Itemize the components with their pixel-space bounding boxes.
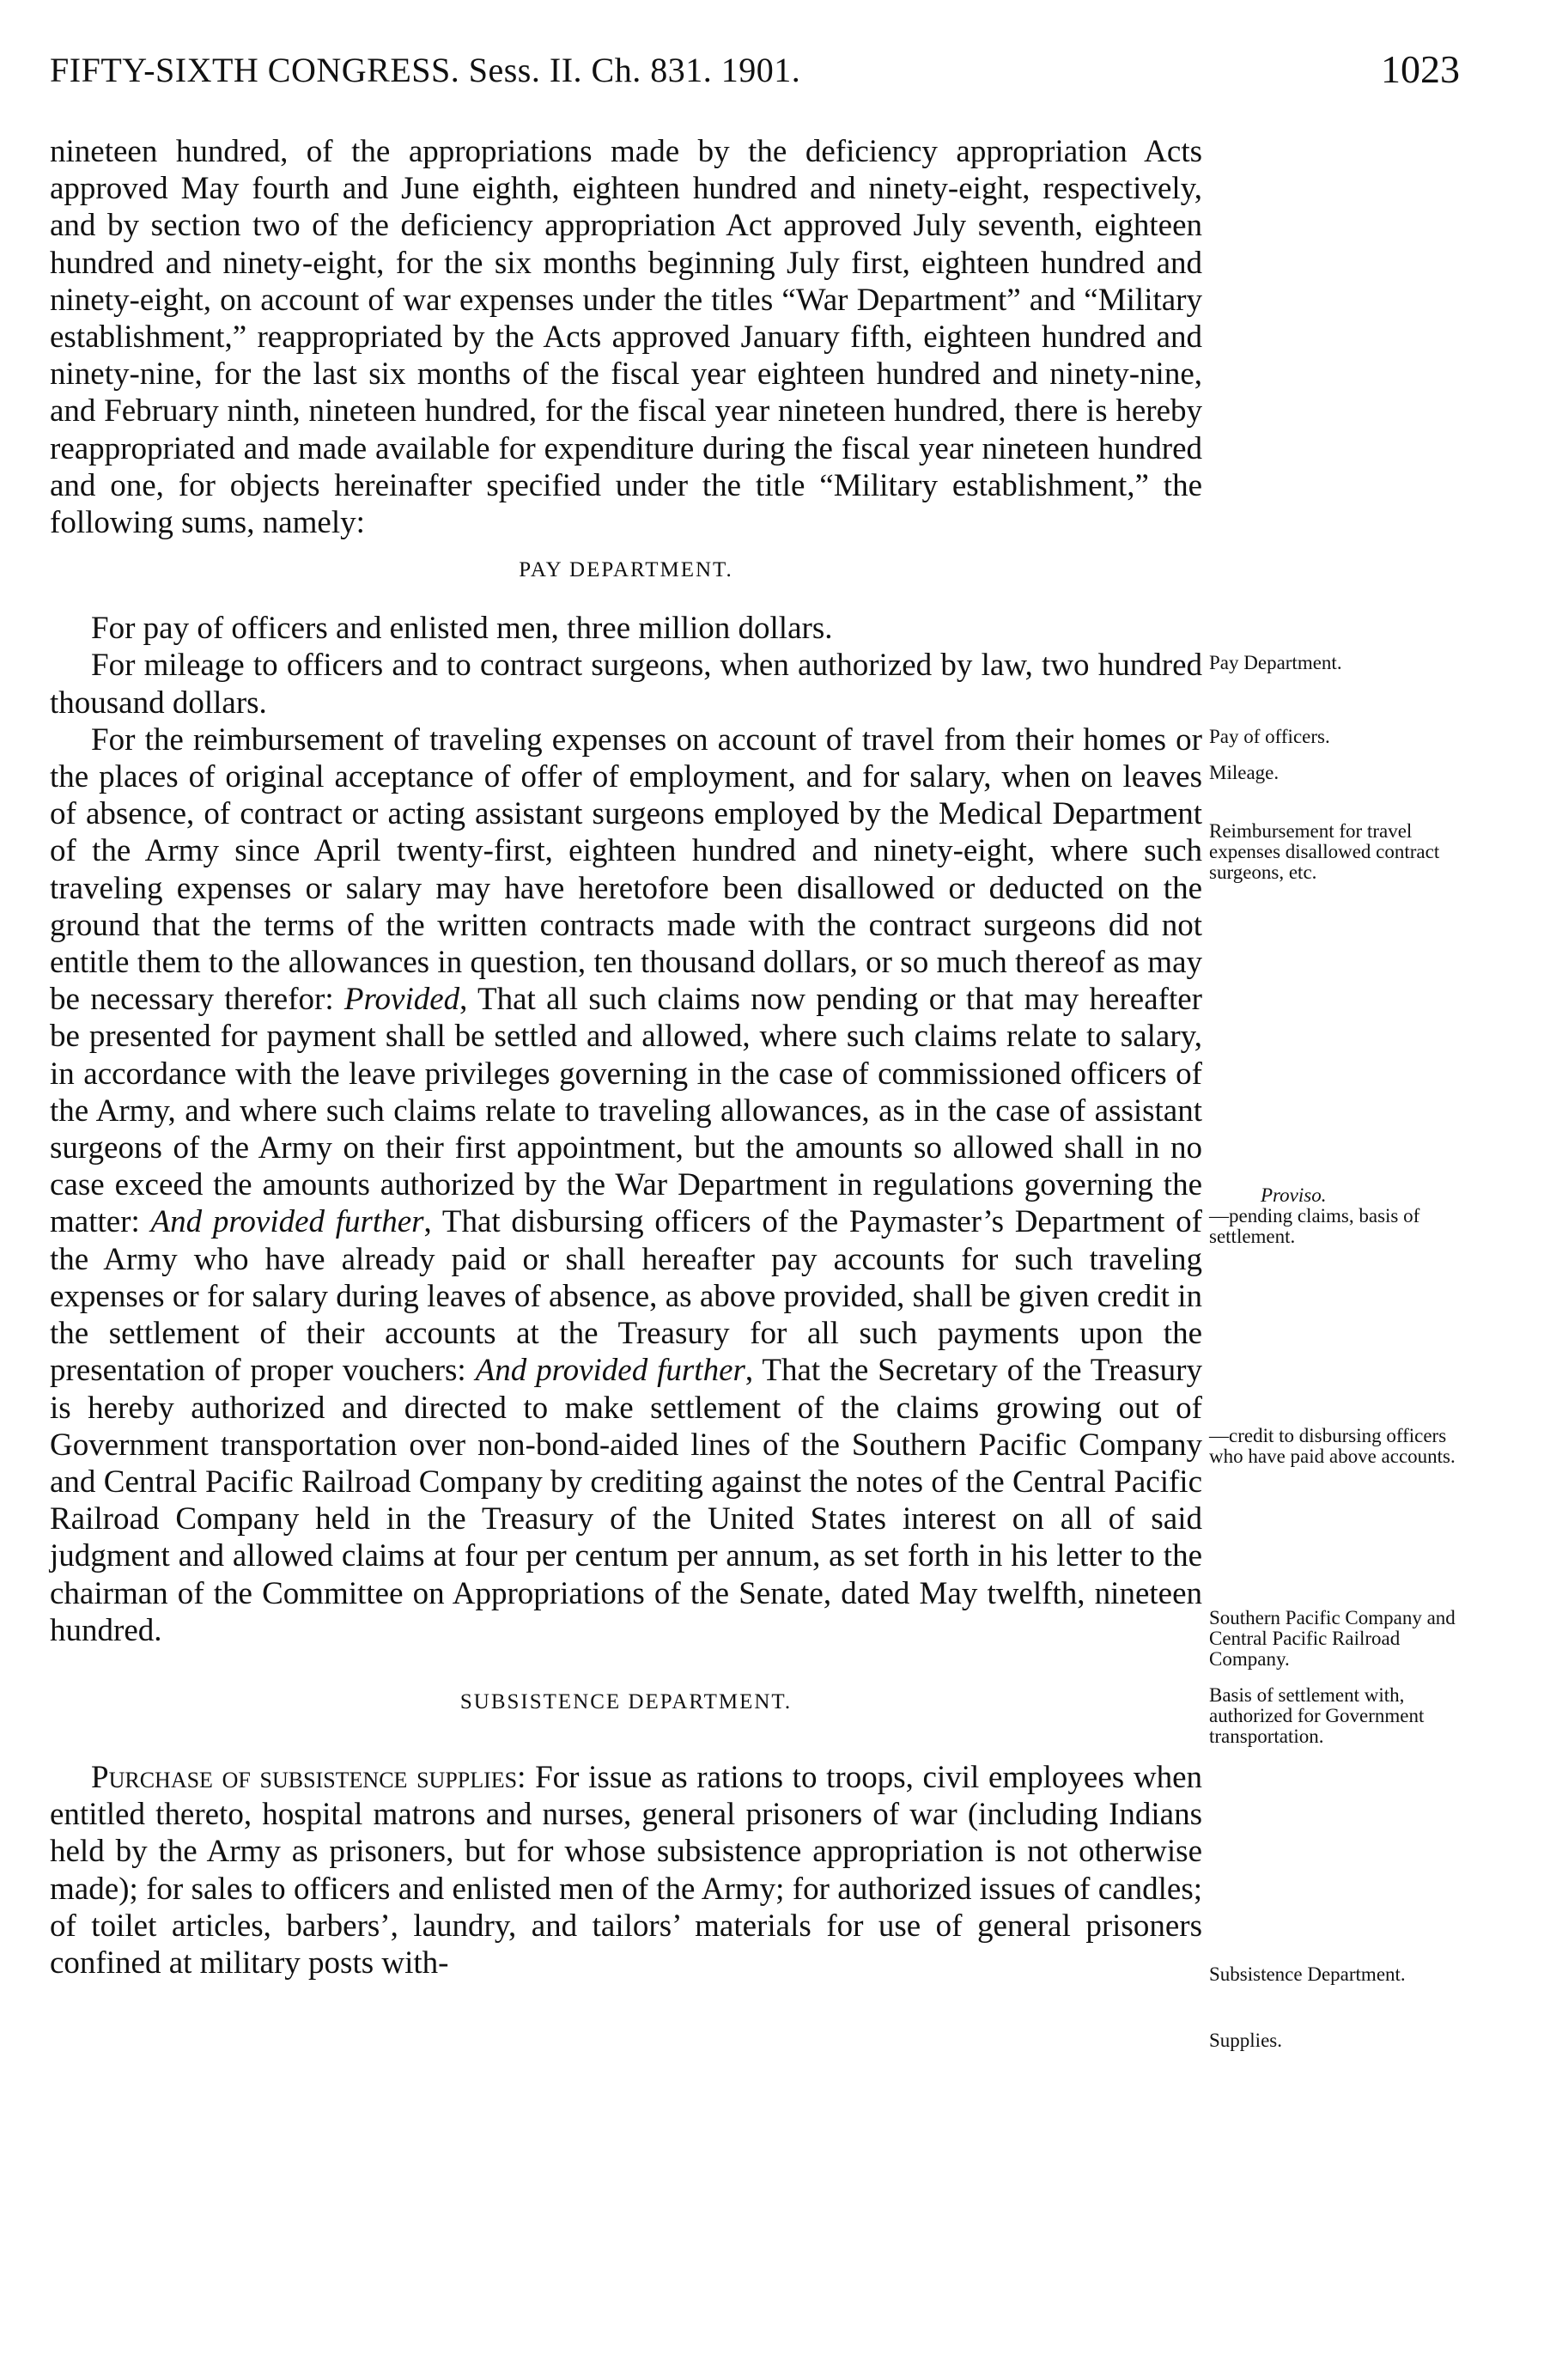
subsistence-department-heading: SUBSISTENCE DEPARTMENT. bbox=[459, 1689, 793, 1713]
pay-of-officers-paragraph: For pay of officers and enlisted men, three million dollars. bbox=[91, 611, 833, 647]
page-header bbox=[50, 47, 1460, 101]
provided-term: Provided bbox=[343, 982, 460, 1018]
main-text bbox=[50, 133, 1202, 1981]
subsistence-paragraph bbox=[50, 1759, 1202, 1981]
page-number: 1023 bbox=[1381, 47, 1460, 91]
and-provided-further-term: And provided further bbox=[150, 1204, 424, 1240]
margin-note-supplies: Supplies. bbox=[1209, 2030, 1282, 2051]
and-provided-further-term-2: And provided further bbox=[475, 1353, 745, 1389]
margin-note-subsistence-department: Subsistence Department. bbox=[1209, 1963, 1406, 1985]
reimbursement-text-1: For the reimbursement of traveling expenses on account of travel from their homes or the places of original acceptance of offer of employment, and for salary, when on leaves of absence, of contract or acting assistant surgeons employed by the Medical Department of the Army since April twenty-first, eighteen hundred and ninety-eight, where such traveling expenses or salary may have heretofore been disallowed or deducted on the ground that the terms of the written contracts made with the contract surgeons did not entitle them to the allowances in question, ten thousand dollars, or so much thereof as may be necessary therefor: bbox=[50, 721, 1202, 1018]
running-head: FIFTY-SIXTH CONGRESS. Sess. II. Ch. 831. 1901. bbox=[50, 51, 801, 89]
reimbursement-text-2: , That all such claims now pending or that may hereafter be presented for payment shall be settled and allowed, where such claims relate to salary, in accordance with the leave privileges governing in the case of commissioned officers of the Army, and where such claims relate to traveling allowances, as in the case of assistant surgeons of the Army on their first appointment, but the amounts so allowed shall in no case exceed the amounts authorized by the War Department in regulations governing the matter: bbox=[50, 982, 1202, 1240]
margin-note-pay-of-officers: Pay of officers. bbox=[1209, 726, 1330, 747]
margin-note-pay-department: Pay Department. bbox=[1209, 652, 1342, 673]
margin-note-southern-pacific: Southern Pacific Company and Central Pacific Railroad Company. bbox=[1209, 1607, 1456, 1670]
intro-paragraph: nineteen hundred, of the appropriations made by the deficiency appropriation Acts approved May fourth and June eighth, eighteen hundred and ninety-eight, respectively, and by section two of the deficiency appropriation Act approved July seventh, eighteen hundred and ninety-eight, for the six months beginning July first, eighteen hundred and ninety-eight, on account of war expenses under the titles “War Department” and “Military establishment,” reappropriated by the Acts approved January fifth, eighteen hundred and ninety-nine, for the last six months of the fiscal year eighteen hundred and ninety-nine, and February ninth, nineteen hundred, for the fiscal year nineteen hundred, there is hereby reappropriated and made available for expenditure during the fiscal year nineteen hundred and one, for objects hereinafter specified under the title “Military establishment,” the following sums, namely: bbox=[50, 134, 1202, 541]
margin-note-basis: Basis of settlement with, authorized for Government transportation. bbox=[1209, 1684, 1425, 1747]
reimbursement-text-3: , That disbursing officers of the Paymaster’s Department of the Army who have already paid or shall hereafter pay accounts for such traveling expenses or for salary during leaves of absence, as above provided, shall be given credit in the settlement of their accounts at the Treasury for all such payments upon the presentation of proper vouchers: bbox=[50, 1204, 1202, 1389]
pay-department-heading: PAY DEPARTMENT. bbox=[519, 558, 733, 582]
proviso-label: Proviso. bbox=[1261, 1184, 1327, 1206]
mileage-paragraph: For mileage to officers and to contract surgeons, when authorized by law, two hundred thousand dollars. bbox=[50, 648, 1202, 721]
subsistence-text: For issue as rations to troops, civil employees when entitled thereto, hospital matrons and nurses, general prisoners of war (including Indians held by the Army as prisoners, but for whose subsistence appropriation is not otherwise made); for sales to officers and enlisted men of the Army; for authorized issues of candles; of toilet articles, barbers’, laundry, and tailors’ materials for use of general prisoners confined at military posts with- bbox=[50, 1759, 1202, 1981]
reimbursement-paragraph bbox=[50, 721, 1202, 1649]
margin-note-mileage: Mileage. bbox=[1209, 762, 1280, 783]
subsistence-lead: Purchase of subsistence supplies: bbox=[91, 1759, 526, 1795]
reimbursement-text-4: , That the Secretary of the Treasury is hereby authorized and directed to make settlement of the claims growing out of Government transportation over non-bond-aided lines of the Southern Pacific Company and Central Pacific Railroad Company by crediting against the notes of the Central Pacific Railroad Company held in the Treasury of the United States interest on all of said judgment and allowed claims at four per centum per annum, as set forth in his letter to the chairman of the Committee on Appropriations of the Senate, dated May twelfth, nineteen hundred. bbox=[50, 1353, 1202, 1648]
margin-note-credit: —credit to disbursing officers who have paid above accounts. bbox=[1209, 1425, 1456, 1467]
pending-claims-note: —pending claims, basis of settlement. bbox=[1209, 1205, 1420, 1247]
margin-note-reimbursement: Reimbursement for travel expenses disallowed contract surgeons, etc. bbox=[1209, 820, 1440, 883]
margin-note-proviso bbox=[1209, 1185, 1467, 1247]
